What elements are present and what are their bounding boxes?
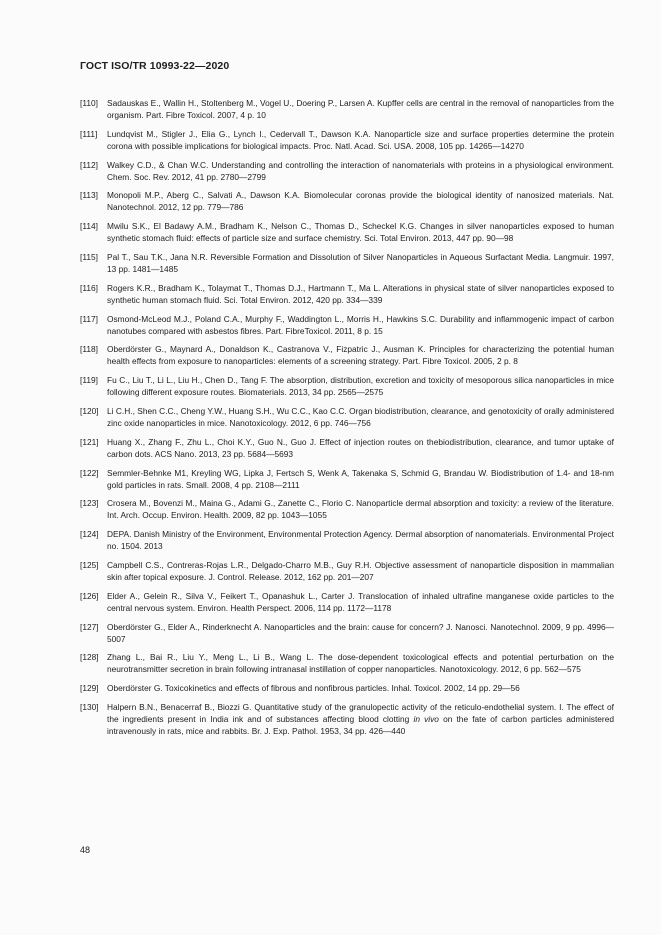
reference-text: Osmond-McLeod M.J., Poland C.A., Murphy F., Waddington L., Morris H., Hawkins S.C. Durability and inflammogenic impact of carbon nanotubes compared with asbestos fibres. Part. FibreToxicol. 2011, 8 p. 15 <box>107 313 614 336</box>
reference-item <box>80 467 614 491</box>
reference-text: Crosera M., Bovenzi M., Maina G., Adami G., Zanette C., Florio C. Nanoparticle dermal absorption and toxicity: a review of the literature. Int. Arch. Occup. Environ. Health. 2009, 82 pp. 1043—1055 <box>107 498 614 521</box>
reference-text-part: Halpern B.N., Benacerraf B., Biozzi G. Quantitative study of the granulopectic activity of the reticulo-endothelial system. I. The effect of the ingredients present in India ink and of substances affecting blood clotting <box>107 701 614 724</box>
reference-item <box>80 405 614 429</box>
reference-text: Walkey C.D., & Chan W.C. Understanding and controlling the interaction of nanomaterials with proteins in a physiological environment. Chem. Soc. Rev. 2012, 41 pp. 2780—2799 <box>107 159 614 182</box>
reference-item <box>80 251 614 275</box>
reference-text: Mwilu S.K., El Badawy A.M., Bradham K., Nelson C., Thomas D., Scheckel K.G. Changes in silver nanoparticles exposed to human synthetic stomach fluid: effects of particle size and surface chemistry. Sci. Total Environ. 2013, 447 pp. 90—98 <box>107 221 614 244</box>
reference-number: [121] <box>80 436 99 447</box>
reference-text: Campbell C.S., Contreras-Rojas L.R., Delgado-Charro M.B., Guy R.H. Objective assessment of nanoparticle disposition in mammalian skin after topical exposure. J. Control. Release. 2012, 162 pp. 201—207 <box>107 559 614 582</box>
reference-number: [115] <box>80 251 98 262</box>
reference-text: Huang X., Zhang F., Zhu L., Choi K.Y., Guo N., Guo J. Effect of injection routes on thebiodistribution, clearance, and tumor uptake of carbon dots. ACS Nano. 2013, 23 pp. 5684—5693 <box>107 436 614 459</box>
reference-number: [113] <box>80 190 98 201</box>
reference-number: [111] <box>80 128 98 139</box>
reference-number: [127] <box>80 621 99 632</box>
reference-item <box>80 343 614 367</box>
reference-item <box>80 220 614 244</box>
reference-text: Oberdörster G. Toxicokinetics and effects of fibrous and nonfibrous particles. Inhal. Toxicol. 2002, 14 pp. 29—56 <box>107 683 520 694</box>
reference-text: Sadauskas E., Wallin H., Stoltenberg M., Vogel U., Doering P., Larsen A. Kupffer cells are central in the removal of nanoparticles from the organism. Part. Fibre Toxicol. 2007, 4 p. 10 <box>107 98 614 120</box>
reference-number: [122] <box>80 467 99 478</box>
reference-text: Pal T., Sau T.K., Jana N.R. Reversible Formation and Dissolution of Silver Nanoparticles in Aqueous Surfactant Media. Langmuir. 1997, 13 pp. 1481—1485 <box>107 251 614 274</box>
reference-text: Semmler-Behnke M1, Kreyling WG, Lipka J, Fertsch S, Wenk A, Takenaka S, Schmid G, Brandau W. Biodistribution of 1.4- and 18-nm gold particles in rats. Small. 2008, 4 pp. 2108—2111 <box>107 467 614 490</box>
reference-number: [117] <box>80 313 98 324</box>
reference-item <box>80 159 614 183</box>
reference-list <box>80 97 614 744</box>
reference-item <box>80 189 614 213</box>
reference-number: [129] <box>80 683 99 694</box>
reference-item <box>80 374 614 398</box>
page-number: 48 <box>80 845 91 855</box>
reference-number: [112] <box>80 159 98 170</box>
reference-text: Lundqvist M., Stigler J., Elia G., Lynch I., Cedervall T., Dawson K.A. Nanoparticle size and surface properties determine the protein corona with possible implications for biological impacts. Proc. Natl. Acad. Sci. USA. 2008, 105 pp. 14265—14270 <box>107 128 614 151</box>
reference-text: Zhang L., Bai R., Liu Y., Meng L., Li B., Wang L. The dose-dependent toxicological effects and potential perturbation on the neurotransmitter secretion in brain following intranasal instillation of copper nanoparticles. Nanotoxicology. 2012, 6 pp. 562—575 <box>107 652 614 675</box>
reference-item <box>80 701 614 737</box>
reference-number: [118] <box>80 344 98 355</box>
reference-item <box>80 97 614 121</box>
reference-item <box>80 313 614 337</box>
reference-item <box>80 497 614 521</box>
reference-text: Rogers K.R., Bradham K., Tolaymat T., Thomas D.J., Hartmann T., Ma L. Alterations in physical state of silver nanoparticles exposed to synthetic human stomach fluid. Sci. Total Environ. 2012, 420 pp. 334—339 <box>107 282 614 305</box>
reference-item <box>80 528 614 552</box>
reference-text-italic: in vivo <box>413 713 439 724</box>
reference-text: Monopoli M.P., Aberg C., Salvati A., Dawson K.A. Biomolecular coronas provide the biological identity of nanosized materials. Nat. Nanotechnol. 2012, 12 pp. 779—786 <box>107 190 614 213</box>
reference-item <box>80 621 614 645</box>
reference-number: [126] <box>80 590 99 601</box>
reference-text: Fu C., Liu T., Li L., Liu H., Chen D., Tang F. The absorption, distribution, excretion and toxicity of mesoporous silica nanoparticles in mice following different exposure routes. Biomaterials. 2013, 34 pp. 2565—2575 <box>107 375 614 398</box>
reference-item <box>80 128 614 152</box>
reference-number: [114] <box>80 221 98 232</box>
reference-item <box>80 682 614 694</box>
reference-item <box>80 651 614 675</box>
reference-number: [128] <box>80 652 99 663</box>
reference-text <box>107 702 614 736</box>
reference-text: Oberdörster G., Maynard A., Donaldson K., Castranova V., Fizpatric J., Ausman K. Principles for characterizing the potential human health effects from exposure to nanoparticles: elements of a screening strategy. Part. Fibre Toxicol. 2005, 2 p. 8 <box>107 344 614 367</box>
reference-number: [120] <box>80 405 99 416</box>
reference-text: Oberdörster G., Elder A., Rinderknecht A. Nanoparticles and the brain: cause for concern? J. Nanosci. Nanotechnol. 2009, 9 pp. 4996—5007 <box>107 621 614 644</box>
reference-number: [119] <box>80 375 98 386</box>
reference-text: DEPA. Danish Ministry of the Environment, Environmental Protection Agency. Dermal absorption of nanomaterials. Environmental Project no. 1504. 2013 <box>107 529 614 552</box>
document-header: ГОСТ ISO/TR 10993-22—2020 <box>80 60 230 72</box>
reference-number: [123] <box>80 498 99 509</box>
reference-number: [125] <box>80 559 99 570</box>
reference-item <box>80 436 614 460</box>
reference-number: [130] <box>80 701 99 712</box>
reference-item <box>80 590 614 614</box>
reference-number: [116] <box>80 282 98 293</box>
reference-text-part: on the fate of carbon particles administered intravenously in rats, mice and rabbits. Br. J. Exp. Pathol. 1953, 34 pp. 426—440 <box>107 713 614 736</box>
reference-text: Li C.H., Shen C.C., Cheng Y.W., Huang S.H., Wu C.C., Kao C.C. Organ biodistribution, clearance, and genotoxicity of orally administered zinc oxide nanoparticles in mice. Nanotoxicology. 2012, 6 pp. 746—756 <box>107 405 614 428</box>
reference-number: [124] <box>80 529 99 540</box>
reference-text: Elder A., Gelein R., Silva V., Feikert T., Opanashuk L., Carter J. Translocation of inhaled ultrafine manganese oxide particles to the central nervous system. Environ. Health Perspect. 2006, 114 pp. 1172—1178 <box>107 590 614 613</box>
reference-item <box>80 282 614 306</box>
reference-item <box>80 559 614 583</box>
reference-number: [110] <box>80 98 98 108</box>
